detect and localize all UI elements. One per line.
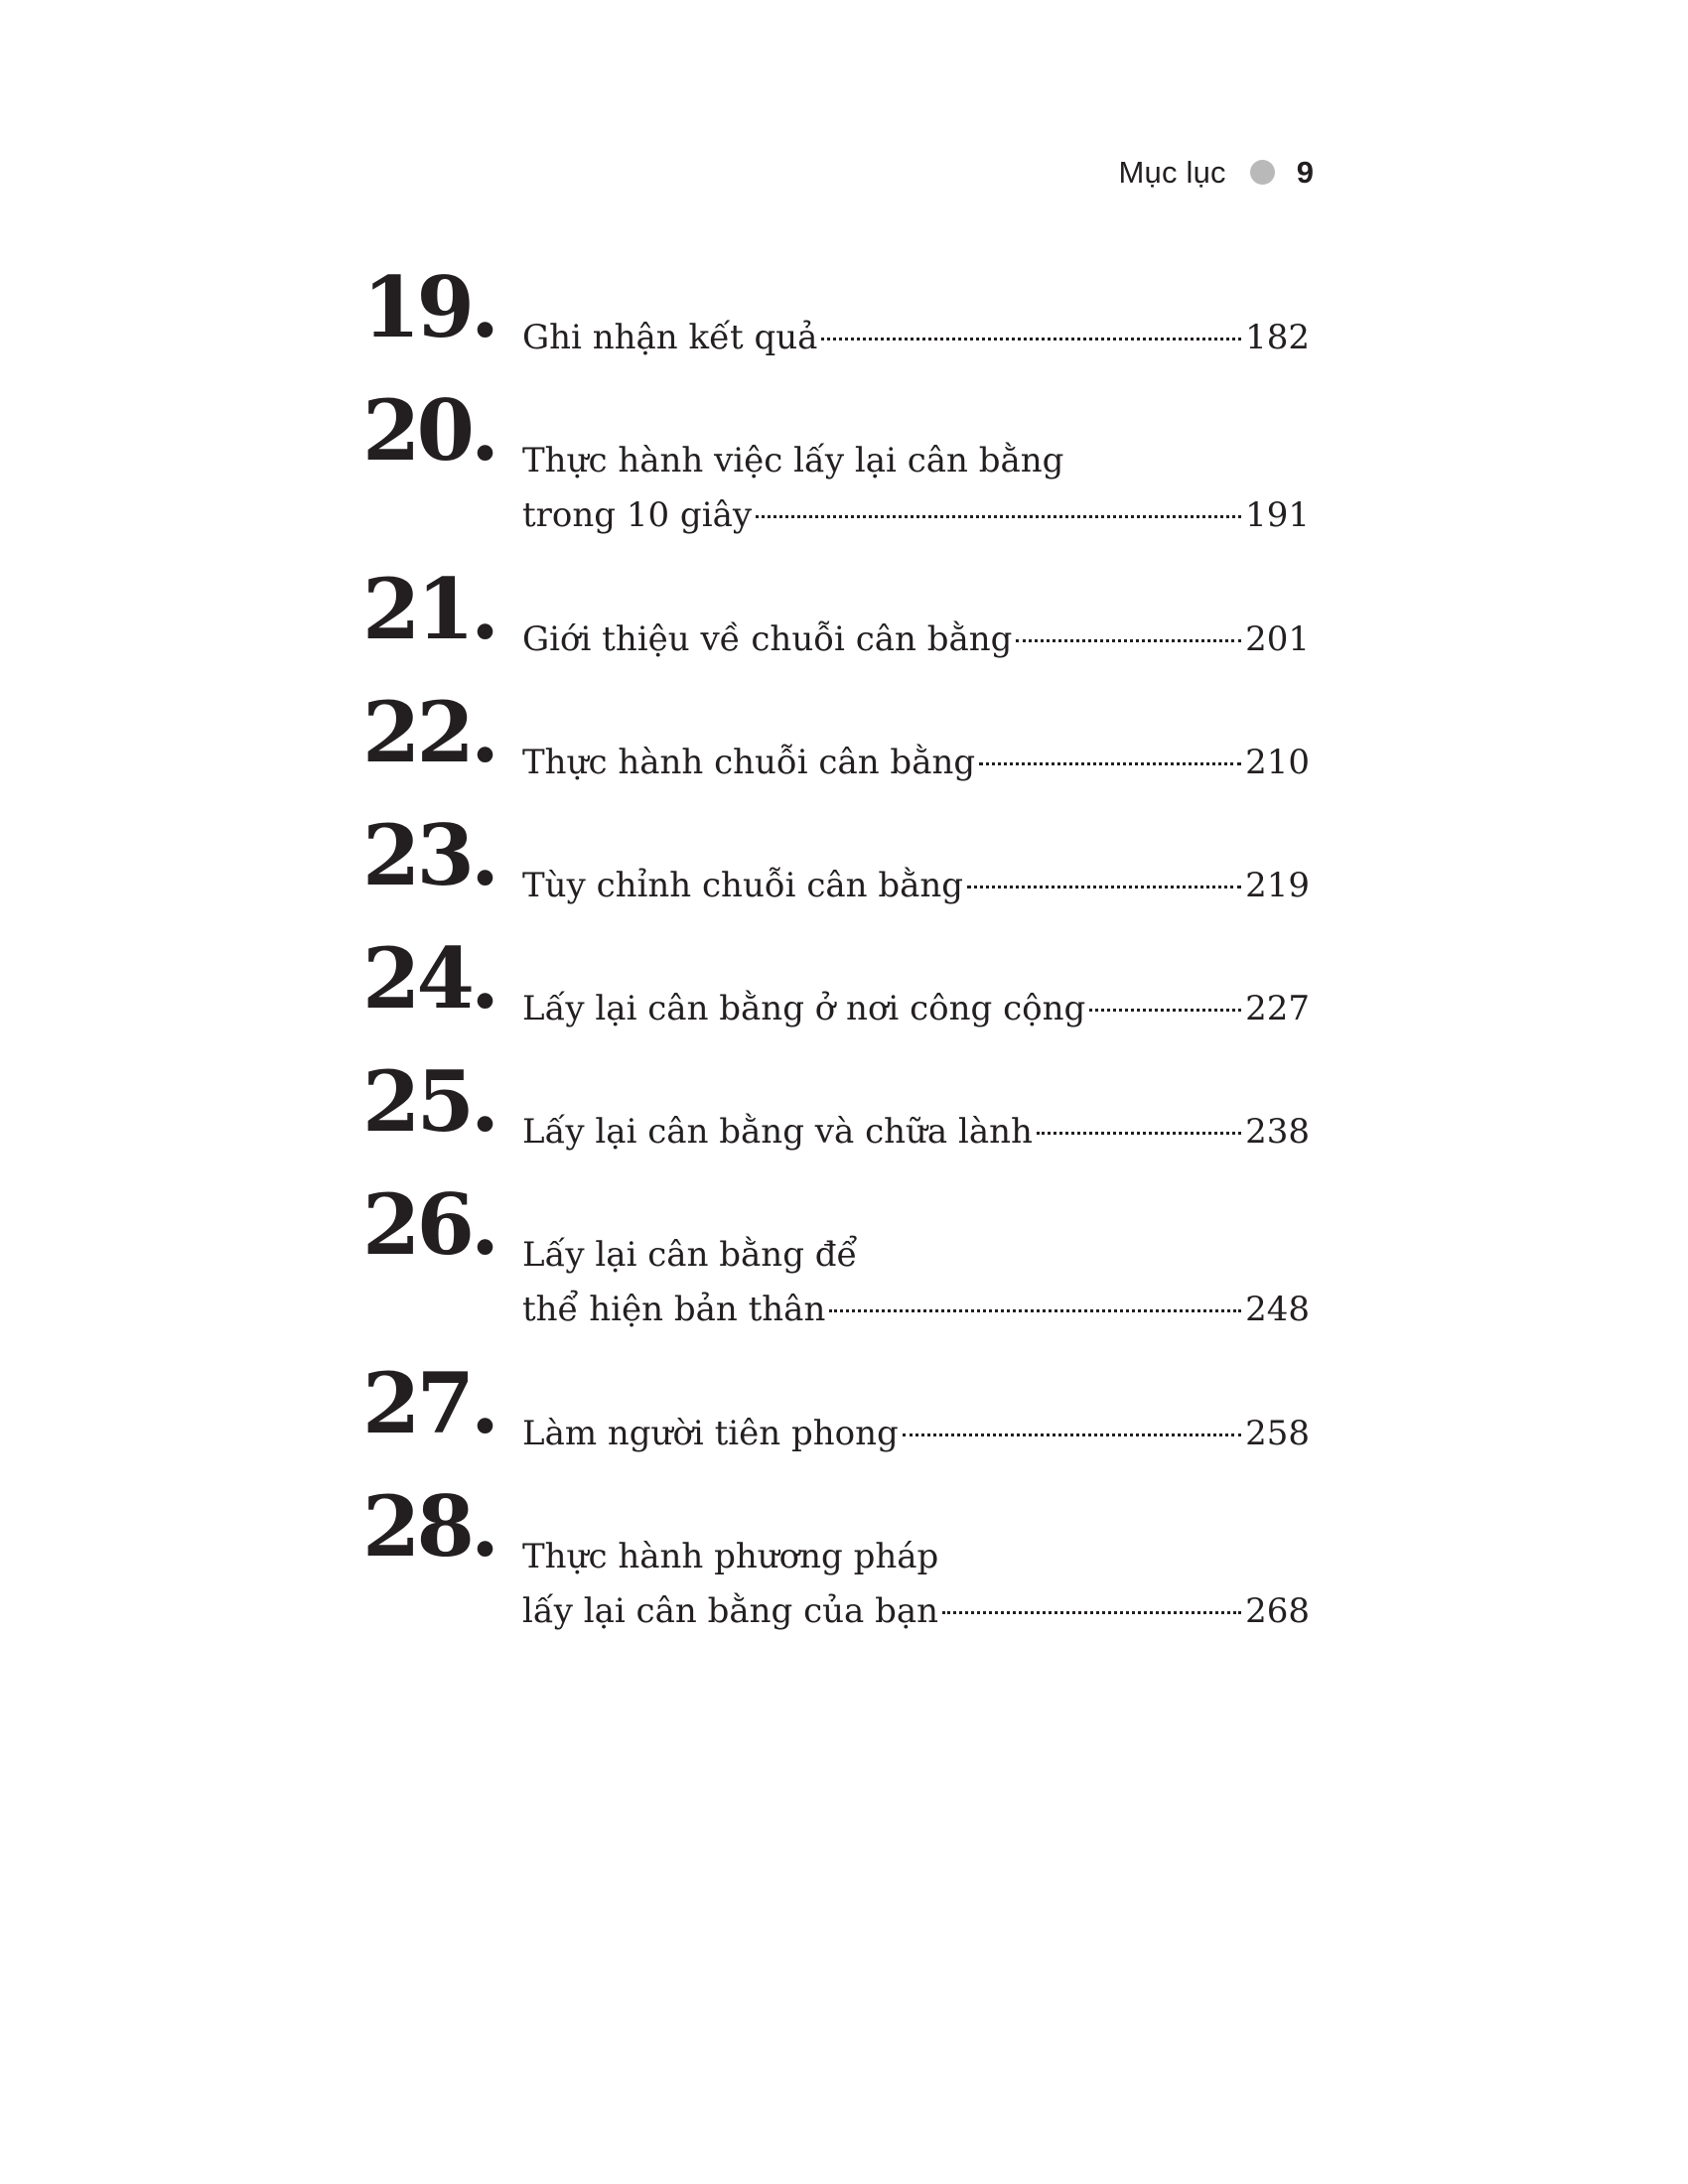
entry-line <box>522 1228 1310 1283</box>
entry-title-line-1: Thực hành phương pháp <box>522 1537 939 1576</box>
chapter-number: 28. <box>362 1477 496 1575</box>
entry-title: Làm người tiên phong <box>522 1414 899 1453</box>
entry-page-number: 248 <box>1245 1290 1310 1329</box>
chapter-number: 25. <box>362 1052 496 1151</box>
toc-entry-26[interactable] <box>362 1175 1310 1362</box>
toc-entry-19[interactable] <box>362 258 1310 389</box>
dot-leader <box>829 1309 1241 1312</box>
entry-page-number: 227 <box>1245 989 1310 1028</box>
toc-entry-21[interactable] <box>362 560 1310 691</box>
chapter-number: 27. <box>362 1354 496 1452</box>
entry-title: Ghi nhận kết quả <box>522 318 818 357</box>
entry-text <box>522 266 1310 365</box>
entry-line <box>522 1407 1310 1461</box>
entry-page-number: 210 <box>1245 743 1310 782</box>
entry-text <box>522 937 1310 1036</box>
entry-line <box>522 613 1310 667</box>
entry-page-number: 191 <box>1245 495 1310 535</box>
entry-title-line-2: trong 10 giây <box>522 495 753 535</box>
entry-page-number: 182 <box>1245 318 1310 357</box>
section-label: Mục lục <box>1118 155 1226 190</box>
entry-title: Tùy chỉnh chuỗi cân bằng <box>522 866 964 905</box>
entry-title: Lấy lại cân bằng và chữa lành <box>522 1112 1033 1152</box>
entry-page-number: 201 <box>1245 619 1310 659</box>
dot-leader <box>967 886 1241 888</box>
chapter-number: 24. <box>362 929 496 1027</box>
entry-line <box>522 311 1310 365</box>
entry-text <box>522 568 1310 667</box>
entry-text <box>522 1362 1310 1461</box>
entry-line <box>522 859 1310 913</box>
toc-entry-23[interactable] <box>362 806 1310 937</box>
dot-leader <box>903 1433 1241 1436</box>
entry-text <box>522 1060 1310 1160</box>
entry-line <box>522 1530 1310 1584</box>
entry-line <box>522 982 1310 1036</box>
chapter-number: 26. <box>362 1175 496 1274</box>
dot-leader <box>1016 639 1241 642</box>
separator-dot-icon <box>1250 160 1275 185</box>
toc-entry-28[interactable] <box>362 1477 1310 1664</box>
entry-text <box>522 389 1310 543</box>
entry-line <box>522 488 1310 543</box>
chapter-number: 19. <box>362 258 496 356</box>
dot-leader <box>1089 1009 1241 1012</box>
chapter-number: 20. <box>362 381 496 479</box>
toc-entry-27[interactable] <box>362 1354 1310 1485</box>
chapter-number: 21. <box>362 560 496 658</box>
dot-leader <box>821 338 1241 341</box>
entry-line <box>522 1283 1310 1337</box>
toc-entry-22[interactable] <box>362 683 1310 814</box>
entry-line <box>522 736 1310 790</box>
dot-leader <box>756 515 1241 518</box>
entry-line <box>522 1105 1310 1160</box>
dot-leader <box>942 1611 1241 1614</box>
entry-line <box>522 434 1310 488</box>
dot-leader <box>1037 1132 1241 1135</box>
dot-leader <box>979 762 1241 765</box>
running-header <box>1119 157 1314 188</box>
table-of-contents <box>362 258 1310 1664</box>
entry-title: Lấy lại cân bằng ở nơi công cộng <box>522 989 1086 1028</box>
entry-text <box>522 1183 1310 1337</box>
page-number: 9 <box>1296 155 1314 190</box>
entry-text <box>522 1485 1310 1639</box>
chapter-number: 23. <box>362 806 496 904</box>
entry-page-number: 268 <box>1245 1591 1310 1631</box>
toc-entry-25[interactable] <box>362 1052 1310 1183</box>
entry-title-line-2: lấy lại cân bằng của bạn <box>522 1591 939 1631</box>
entry-page-number: 238 <box>1245 1112 1310 1152</box>
entry-page-number: 258 <box>1245 1414 1310 1453</box>
entry-line <box>522 1584 1310 1639</box>
chapter-number: 22. <box>362 683 496 781</box>
entry-text <box>522 814 1310 913</box>
entry-page-number: 219 <box>1245 866 1310 905</box>
entry-title: Giới thiệu về chuỗi cân bằng <box>522 619 1013 659</box>
entry-title-line-2: thể hiện bản thân <box>522 1290 826 1329</box>
entry-title: Thực hành chuỗi cân bằng <box>522 743 976 782</box>
entry-text <box>522 691 1310 790</box>
toc-entry-20[interactable] <box>362 381 1310 568</box>
entry-title-line-1: Thực hành việc lấy lại cân bằng <box>522 441 1064 480</box>
toc-entry-24[interactable] <box>362 929 1310 1060</box>
entry-title-line-1: Lấy lại cân bằng để <box>522 1235 858 1275</box>
